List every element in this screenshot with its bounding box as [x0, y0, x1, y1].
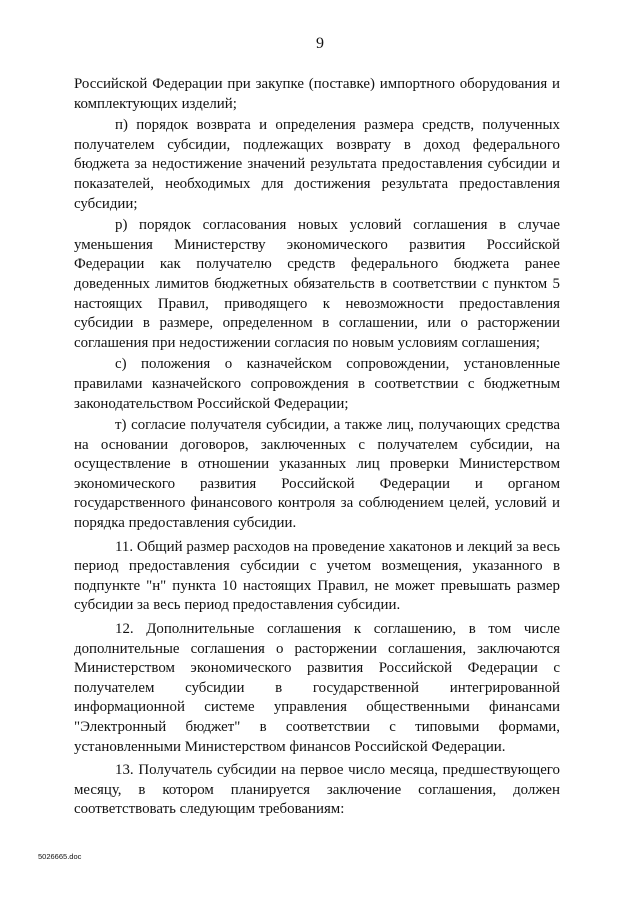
document-body: [74, 75, 560, 822]
paragraph-clause-12: 12. Дополнительные соглашения к соглашению, в том числе дополнительные соглашения о расторжении соглашения, заключаются Министерством экономического развития Российской Федерации с получателем субсидии в государственной интегрированной информационной системе управления общественными финансами "Электронный бюджет" в соответствии с типовыми формами, установленными Министерством финансов Российской Федерации.: [74, 621, 560, 755]
paragraph-item-t: т) согласие получателя субсидии, а также лиц, получающих средства на основании договоров, заключенных с получателем субсидии, на осуществление в отношении указанных лиц проверки Министерством экономического развития Российской Федерации и органом государственного финансового контроля за соблюдением целей, условий и порядка предоставления субсидии.: [74, 417, 560, 532]
paragraph-continuation: Российской Федерации при закупке (поставке) импортного оборудования и комплектующих изделий;: [74, 76, 560, 112]
paragraph-clause-13: 13. Получатель субсидии на первое число месяца, предшествующего месяцу, в котором планируется заключение соглашения, должен соответствовать следующим требованиям:: [74, 762, 560, 818]
paragraph-item-r: р) порядок согласования новых условий соглашения в случае уменьшения Министерству экономического развития Российской Федерации как получателю средств федерального бюджета ранее доведенных лимитов бюджетных обязательств в соответствии с пунктом 5 настоящих Правил, приводящего к невозможности предоставления субсидии в размере, определенном в соглашении, или о расторжении соглашения при недостижении согласия по новым условиям соглашения;: [74, 217, 560, 351]
file-name-footer: 5026665.doc: [38, 852, 82, 861]
page-number: 9: [316, 35, 324, 52]
paragraph-item-s: с) положения о казначейском сопровождении, установленные правилами казначейского сопровождения в соответствии с бюджетным законодательством Российской Федерации;: [74, 356, 560, 412]
paragraph-item-p: п) порядок возврата и определения размера средств, полученных получателем субсидии, подлежащих возврату в доход федерального бюджета за недостижение значений результата предоставления субсидии и показателей, необходимых для достижения результата предоставления субсидии;: [74, 117, 560, 212]
paragraph-clause-11: 11. Общий размер расходов на проведение хакатонов и лекций за весь период предоставления субсидии с учетом возмещения, указанного в подпункте "н" пункта 10 настоящих Правил, не может превышать размер субсидии за весь период предоставления субсидии.: [74, 538, 560, 614]
